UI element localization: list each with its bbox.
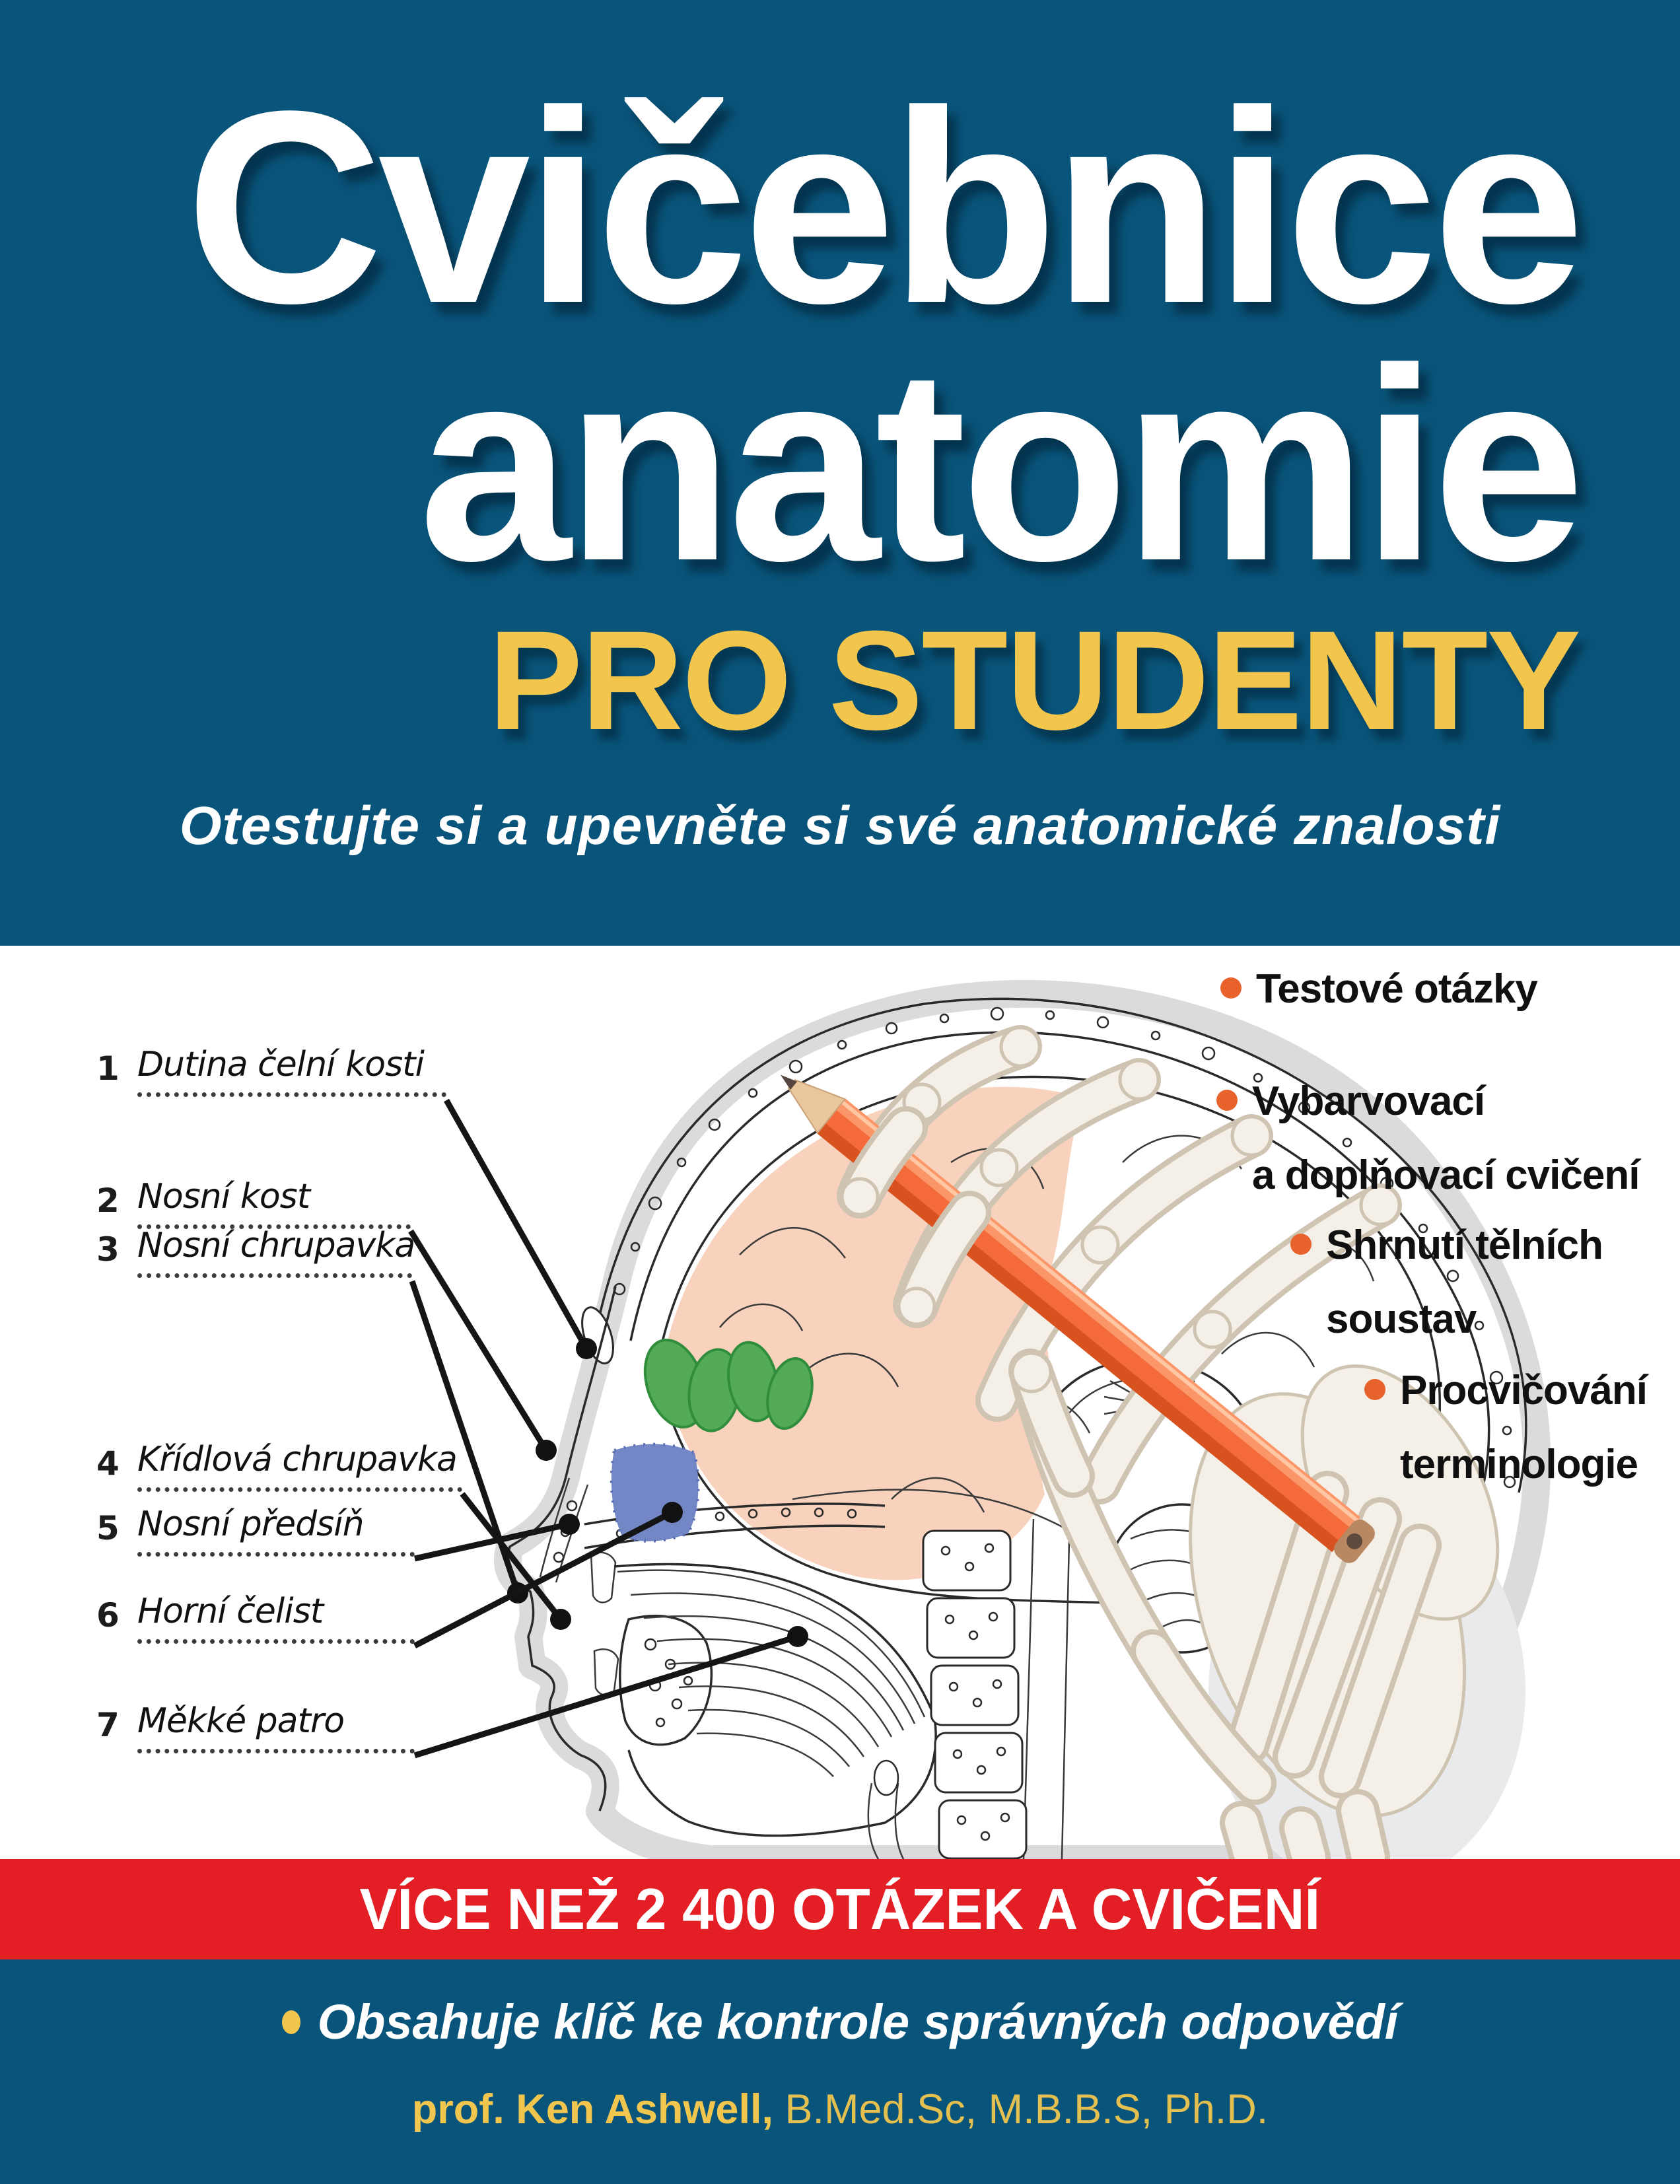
label-number: 4 (96, 1444, 120, 1483)
diagram-label-2 (96, 1177, 411, 1229)
feature-item-test-questions: Testové otázky (1256, 952, 1537, 1026)
feature-item-coloring-exercises: Vybarvovací a doplňovací cvičení (1252, 1065, 1639, 1213)
feature-item-terminology: Procvičování terminologie (1400, 1354, 1647, 1502)
label-number: 1 (96, 1049, 120, 1088)
author-name: prof. Ken Ashwell, (411, 2086, 773, 2132)
illustration-section (0, 946, 1680, 1859)
tagline: Otestujte si a upevněte si své anatomické znalosti (179, 796, 1501, 857)
cover-header (0, 0, 1680, 946)
label-number: 6 (96, 1596, 120, 1635)
banner (0, 1859, 1680, 1959)
feature-item-body-systems: Shrnutí tělních soustav (1326, 1209, 1603, 1356)
diagram-label-4 (96, 1440, 462, 1492)
label-number: 5 (96, 1509, 120, 1547)
label-text: Dutina čelní kosti (137, 1045, 446, 1097)
cover-footer (0, 1959, 1680, 2184)
label-number: 3 (96, 1230, 120, 1269)
label-text: Měkké patro (137, 1701, 415, 1753)
bullet-icon (282, 2010, 300, 2034)
label-text: Křídlová chrupavka (137, 1440, 462, 1492)
label-text: Nosní kost (137, 1177, 411, 1229)
diagram-label-6 (96, 1592, 415, 1644)
nasal-vestibule-blue (612, 1444, 699, 1541)
diagram-label-1 (96, 1045, 446, 1097)
author-line (0, 2086, 1680, 2133)
banner-text: VÍCE NEŽ 2 400 OTÁZEK A CVIČENÍ (359, 1876, 1321, 1942)
diagram-label-5 (96, 1504, 415, 1557)
label-number: 7 (96, 1706, 120, 1744)
diagram-label-3 (96, 1226, 415, 1278)
label-text: Nosní předsíň (137, 1504, 415, 1557)
book-title (0, 0, 1680, 618)
book-subtitle: PRO STUDENTY (488, 602, 1580, 760)
title-line-2: anatomie (419, 311, 1580, 618)
diagram-label-7 (96, 1701, 415, 1753)
label-text: Horní čelist (137, 1592, 415, 1644)
author-degrees: B.Med.Sc, M.B.B.S, Ph.D. (785, 2086, 1269, 2132)
title-line-1: Cvičebnice (185, 53, 1580, 360)
label-text: Nosní chrupavka (137, 1226, 412, 1278)
label-number: 2 (96, 1181, 120, 1220)
answer-key-note: Obsahuje klíč ke kontrole správných odpovědí (0, 1994, 1680, 2050)
